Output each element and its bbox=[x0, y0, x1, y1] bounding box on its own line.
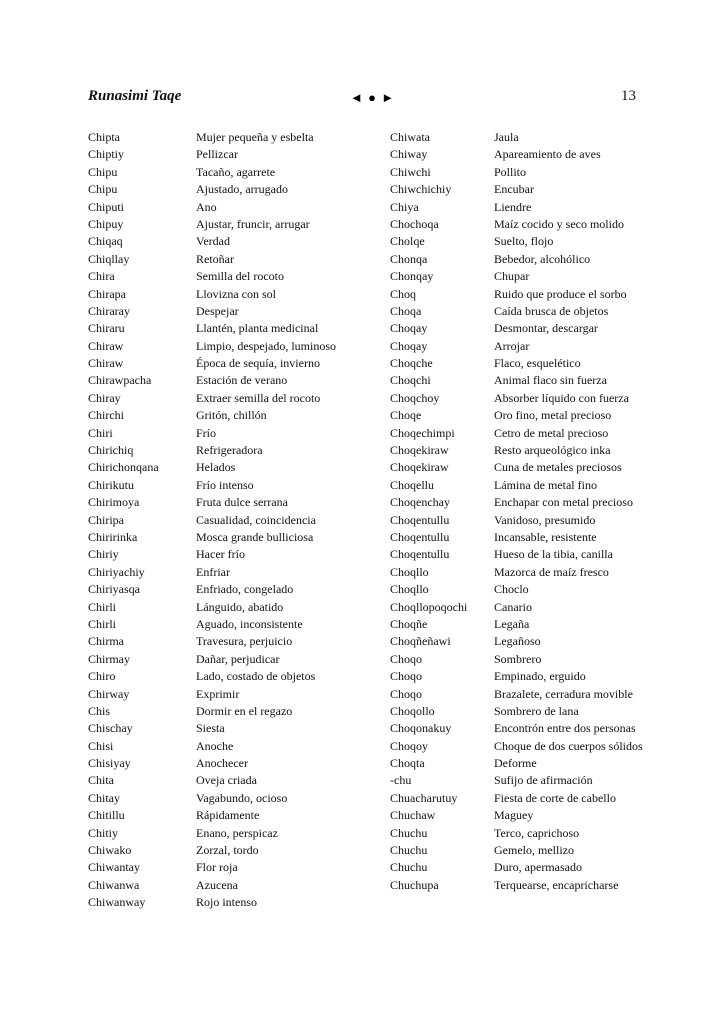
entry-definition: Aguado, inconsistente bbox=[196, 616, 303, 631]
dictionary-entry bbox=[88, 530, 378, 544]
entry-term: Chirma bbox=[88, 634, 124, 649]
entry-term: Chiro bbox=[88, 669, 116, 684]
dictionary-entry bbox=[88, 895, 378, 909]
entry-term: Chiriyachiy bbox=[88, 564, 145, 579]
entry-definition: Mujer pequeña y esbelta bbox=[196, 130, 314, 144]
dictionary-entry bbox=[88, 356, 378, 370]
dictionary-entry bbox=[88, 843, 378, 857]
entry-definition: Frío intenso bbox=[196, 477, 254, 492]
dictionary-entry bbox=[390, 739, 650, 753]
entry-term: Chirawpacha bbox=[88, 373, 152, 388]
entry-definition: Sufijo de afirmación bbox=[494, 773, 593, 788]
next-page-icon[interactable]: ► bbox=[381, 90, 396, 105]
entry-term: Chiripa bbox=[88, 512, 124, 527]
dictionary-entry bbox=[88, 547, 378, 561]
dictionary-entry bbox=[88, 321, 378, 335]
entry-definition: Gemelo, mellizo bbox=[494, 843, 574, 858]
entry-term: Chitiy bbox=[88, 825, 119, 840]
dictionary-entry bbox=[390, 356, 650, 370]
entry-term: Choqche bbox=[390, 356, 433, 371]
dictionary-entry bbox=[88, 426, 378, 440]
dictionary-entry bbox=[88, 773, 378, 787]
entry-term: Chipu bbox=[88, 182, 118, 197]
entry-term: Chirichonqana bbox=[88, 460, 159, 475]
dictionary-entry bbox=[88, 808, 378, 822]
entry-definition: Ano bbox=[196, 199, 217, 214]
dictionary-entry bbox=[390, 443, 650, 457]
entry-term: Choqenchay bbox=[390, 495, 450, 510]
entry-definition: Encontrón entre dos personas bbox=[494, 721, 636, 736]
dictionary-entry bbox=[390, 860, 650, 874]
entry-term: Chipu bbox=[88, 164, 118, 179]
entry-term: -chu bbox=[390, 773, 412, 788]
entry-term: Chiqllay bbox=[88, 251, 130, 266]
entry-term: Chirli bbox=[88, 616, 117, 631]
dictionary-entry bbox=[88, 391, 378, 405]
entry-term: Chirimoya bbox=[88, 495, 140, 510]
entry-term: Chochoqa bbox=[390, 216, 439, 231]
entry-definition: Verdad bbox=[196, 234, 230, 249]
entry-definition: Resto arqueológico inka bbox=[494, 443, 611, 458]
entry-definition: Enchapar con metal precioso bbox=[494, 495, 633, 510]
entry-definition: Hacer frío bbox=[196, 547, 245, 562]
entry-term: Chiririnka bbox=[88, 529, 138, 544]
entry-definition: Helados bbox=[196, 460, 236, 475]
entry-definition: Hueso de la tibia, canilla bbox=[494, 547, 613, 562]
entry-definition: Despejar bbox=[196, 303, 239, 318]
entry-definition: Mosca grande bulliciosa bbox=[196, 529, 314, 544]
dictionary-entry bbox=[390, 495, 650, 509]
entry-definition: Enano, perspicaz bbox=[196, 825, 278, 840]
entry-definition: Anoche bbox=[196, 738, 234, 753]
dictionary-entry bbox=[390, 339, 650, 353]
entry-term: Chiya bbox=[390, 199, 419, 214]
entry-definition: Llantén, planta medicinal bbox=[196, 321, 319, 336]
entry-definition: Enfriado, congelado bbox=[196, 582, 294, 597]
entry-definition: Oveja criada bbox=[196, 773, 257, 788]
entry-term: Choqechimpi bbox=[390, 425, 455, 440]
left-entry-column bbox=[88, 130, 378, 913]
dictionary-entry bbox=[88, 565, 378, 579]
entry-definition: Exprimir bbox=[196, 686, 240, 701]
entry-definition: Enfriar bbox=[196, 564, 230, 579]
entry-definition: Retoñar bbox=[196, 251, 234, 266]
entry-term: Choqe bbox=[390, 408, 422, 423]
dictionary-entry bbox=[390, 165, 650, 179]
entry-term: Chiraw bbox=[88, 356, 124, 371]
entry-definition: Terquearse, encapricharse bbox=[494, 877, 619, 892]
entry-term: Choqo bbox=[390, 651, 423, 666]
dictionary-entry bbox=[390, 373, 650, 387]
dictionary-entry bbox=[88, 721, 378, 735]
entry-definition: Arrojar bbox=[494, 338, 530, 353]
dictionary-entry bbox=[88, 373, 378, 387]
entry-term: Chiwata bbox=[390, 130, 430, 144]
entry-definition: Ajustado, arrugado bbox=[196, 182, 288, 197]
entry-term: Chiwchi bbox=[390, 164, 431, 179]
entry-term: Chitillu bbox=[88, 808, 125, 823]
dictionary-entry bbox=[88, 408, 378, 422]
entry-term: Choqentullu bbox=[390, 529, 450, 544]
dictionary-entry bbox=[390, 530, 650, 544]
dictionary-entry bbox=[88, 687, 378, 701]
entry-definition: Desmontar, descargar bbox=[494, 321, 598, 336]
entry-term: Chuchaw bbox=[390, 808, 436, 823]
dictionary-entry bbox=[390, 652, 650, 666]
entry-term: Chirmay bbox=[88, 651, 130, 666]
entry-definition: Legaña bbox=[494, 616, 530, 631]
entry-term: Chirchi bbox=[88, 408, 124, 423]
entry-term: Cholqe bbox=[390, 234, 425, 249]
entry-definition: Apareamiento de aves bbox=[494, 147, 601, 162]
dictionary-entry bbox=[88, 269, 378, 283]
entry-definition: Cuna de metales preciosos bbox=[494, 460, 622, 475]
entry-definition: Jaula bbox=[494, 130, 519, 144]
entry-definition: Pellizcar bbox=[196, 147, 238, 162]
entry-term: Chisi bbox=[88, 738, 114, 753]
entry-definition: Azucena bbox=[196, 877, 238, 892]
entry-term: Chirli bbox=[88, 599, 117, 614]
dictionary-entry bbox=[390, 687, 650, 701]
entry-definition: Choque de dos cuerpos sólidos bbox=[494, 738, 643, 753]
entry-definition: Ruido que produce el sorbo bbox=[494, 286, 627, 301]
entry-definition: Lámina de metal fino bbox=[494, 477, 597, 492]
entry-definition: Duro, apermasado bbox=[494, 860, 582, 875]
previous-page-icon[interactable]: ◄ bbox=[350, 90, 364, 105]
dictionary-entry bbox=[88, 669, 378, 683]
entry-term: Choqñe bbox=[390, 616, 428, 631]
entry-term: Chonqay bbox=[390, 269, 434, 284]
page-navigation bbox=[350, 90, 395, 106]
dictionary-entry bbox=[390, 600, 650, 614]
entry-term: Chita bbox=[88, 773, 114, 788]
entry-term: Choqay bbox=[390, 321, 428, 336]
dictionary-entry bbox=[88, 130, 378, 144]
entry-definition: Extraer semilla del rocoto bbox=[196, 390, 321, 405]
entry-term: Choqonakuy bbox=[390, 721, 452, 736]
entry-definition: Época de sequía, invierno bbox=[196, 356, 320, 371]
entry-definition: Fruta dulce serrana bbox=[196, 495, 288, 510]
entry-term: Chiwanway bbox=[88, 895, 146, 910]
entry-definition: Estación de verano bbox=[196, 373, 288, 388]
entry-definition: Ajustar, fruncir, arrugar bbox=[196, 216, 310, 231]
entry-definition: Llovizna con sol bbox=[196, 286, 276, 301]
entry-term: Chuchu bbox=[390, 860, 428, 875]
dictionary-entry bbox=[390, 147, 650, 161]
dictionary-entry bbox=[390, 617, 650, 631]
entry-definition: Frío bbox=[196, 425, 217, 440]
entry-term: Chiri bbox=[88, 425, 113, 440]
entry-term: Chira bbox=[88, 269, 115, 284]
entry-definition: Gritón, chillón bbox=[196, 408, 267, 423]
entry-term: Choqchoy bbox=[390, 390, 440, 405]
entry-definition: Lado, costado de objetos bbox=[196, 669, 316, 684]
dictionary-entry bbox=[390, 460, 650, 474]
entry-term: Chirikutu bbox=[88, 477, 135, 492]
dictionary-entry bbox=[88, 513, 378, 527]
dictionary-entry bbox=[88, 600, 378, 614]
entry-definition: Incansable, resistente bbox=[494, 529, 597, 544]
entry-definition: Canario bbox=[494, 599, 532, 614]
dictionary-entry bbox=[390, 582, 650, 596]
entry-term: Choqellu bbox=[390, 477, 434, 492]
entry-definition: Maíz cocido y seco molido bbox=[494, 216, 624, 231]
dictionary-entry bbox=[88, 756, 378, 770]
entry-term: Chirapa bbox=[88, 286, 126, 301]
dictionary-entry bbox=[88, 147, 378, 161]
dictionary-entry bbox=[390, 217, 650, 231]
entry-definition: Travesura, perjuicio bbox=[196, 634, 293, 649]
entry-term: Chuchu bbox=[390, 843, 428, 858]
dictionary-entry bbox=[88, 634, 378, 648]
entry-definition: Liendre bbox=[494, 199, 532, 214]
dictionary-entry bbox=[390, 391, 650, 405]
entry-term: Chiray bbox=[88, 390, 121, 405]
entry-definition: Semilla del rocoto bbox=[196, 269, 284, 284]
entry-definition: Encubar bbox=[494, 182, 534, 197]
dictionary-entry bbox=[88, 182, 378, 196]
entry-definition: Siesta bbox=[196, 721, 225, 736]
dictionary-entry bbox=[390, 130, 650, 144]
entry-term: Chiway bbox=[390, 147, 428, 162]
dictionary-entry bbox=[88, 217, 378, 231]
dictionary-entry bbox=[390, 321, 650, 335]
entry-term: Choqekiraw bbox=[390, 460, 449, 475]
dictionary-entry bbox=[88, 582, 378, 596]
entry-term: Chis bbox=[88, 703, 111, 718]
entry-term: Chipta bbox=[88, 130, 120, 144]
dictionary-entry bbox=[88, 826, 378, 840]
entry-term: Chiwchichiy bbox=[390, 182, 452, 197]
dictionary-entry bbox=[390, 304, 650, 318]
entry-definition: Fiesta de corte de cabello bbox=[494, 790, 616, 805]
right-entry-column bbox=[390, 130, 650, 895]
entry-definition: Dormir en el regazo bbox=[196, 703, 293, 718]
entry-term: Chiraru bbox=[88, 321, 125, 336]
dictionary-entry bbox=[390, 634, 650, 648]
dictionary-entry bbox=[390, 878, 650, 892]
entry-term: Choqchi bbox=[390, 373, 431, 388]
dictionary-entry bbox=[88, 304, 378, 318]
dictionary-entry bbox=[88, 165, 378, 179]
dictionary-entry bbox=[390, 773, 650, 787]
dictionary-entry bbox=[390, 200, 650, 214]
entry-term: Choqollo bbox=[390, 703, 435, 718]
entry-definition: Absorber líquido con fuerza bbox=[494, 390, 629, 405]
home-dot-icon[interactable]: ● bbox=[368, 90, 377, 105]
dictionary-entry bbox=[88, 878, 378, 892]
entry-definition: Empinado, erguido bbox=[494, 669, 586, 684]
entry-term: Chiwanwa bbox=[88, 877, 140, 892]
entry-definition: Brazalete, cerradura movible bbox=[494, 686, 633, 701]
dictionary-entry bbox=[88, 791, 378, 805]
entry-definition: Sombrero bbox=[494, 651, 542, 666]
entry-definition: Rojo intenso bbox=[196, 895, 258, 910]
entry-term: Chonqa bbox=[390, 251, 428, 266]
entry-term: Chitay bbox=[88, 790, 120, 805]
entry-definition: Caída brusca de objetos bbox=[494, 303, 609, 318]
entry-definition: Pollito bbox=[494, 164, 527, 179]
dictionary-entry bbox=[88, 443, 378, 457]
dictionary-entry bbox=[390, 669, 650, 683]
entry-term: Chiriyasqa bbox=[88, 582, 140, 597]
entry-definition: Limpio, despejado, luminoso bbox=[196, 338, 336, 353]
dictionary-entry bbox=[88, 739, 378, 753]
entry-definition: Oro fino, metal precioso bbox=[494, 408, 612, 423]
dictionary-entry bbox=[88, 460, 378, 474]
entry-definition: Flor roja bbox=[196, 860, 238, 875]
dictionary-entry bbox=[390, 756, 650, 770]
entry-definition: Choclo bbox=[494, 582, 529, 597]
entry-definition: Vagabundo, ocioso bbox=[196, 790, 288, 805]
dictionary-entry bbox=[390, 478, 650, 492]
dictionary-entry bbox=[390, 513, 650, 527]
entry-term: Chiputi bbox=[88, 199, 125, 214]
entry-term: Choqentullu bbox=[390, 547, 450, 562]
dictionary-entry bbox=[88, 478, 378, 492]
entry-definition: Anochecer bbox=[196, 756, 248, 771]
entry-term: Chiqaq bbox=[88, 234, 123, 249]
dictionary-entry bbox=[390, 426, 650, 440]
entry-term: Choqekiraw bbox=[390, 443, 449, 458]
entry-term: Chirway bbox=[88, 686, 130, 701]
book-title: Runasimi Taqe bbox=[88, 88, 182, 104]
dictionary-entry bbox=[390, 287, 650, 301]
entry-definition: Animal flaco sin fuerza bbox=[494, 373, 607, 388]
dictionary-entry bbox=[88, 704, 378, 718]
dictionary-entry bbox=[88, 200, 378, 214]
entry-definition: Maguey bbox=[494, 808, 534, 823]
entry-definition: Sombrero de lana bbox=[494, 703, 579, 718]
entry-definition: Terco, caprichoso bbox=[494, 825, 580, 840]
entry-term: Choqo bbox=[390, 669, 423, 684]
entry-term: Choq bbox=[390, 286, 417, 301]
entry-term: Chiwantay bbox=[88, 860, 140, 875]
entry-term: Chipuy bbox=[88, 216, 124, 231]
entry-definition: Refrigeradora bbox=[196, 443, 263, 458]
entry-term: Choqentullu bbox=[390, 512, 450, 527]
entry-term: Choqllo bbox=[390, 564, 429, 579]
entry-term: Chiwako bbox=[88, 843, 132, 858]
entry-definition: Vanidoso, presumido bbox=[494, 512, 596, 527]
entry-definition: Casualidad, coincidencia bbox=[196, 512, 316, 527]
entry-term: Choqllopoqochi bbox=[390, 599, 468, 614]
entry-definition: Deforme bbox=[494, 756, 537, 771]
entry-definition: Suelto, flojo bbox=[494, 234, 554, 249]
entry-term: Chisiyay bbox=[88, 756, 131, 771]
dictionary-entry bbox=[88, 860, 378, 874]
entry-term: Chuacharutuy bbox=[390, 790, 458, 805]
entry-term: Chuchu bbox=[390, 825, 428, 840]
dictionary-entry bbox=[88, 252, 378, 266]
page-header bbox=[88, 88, 638, 110]
entry-definition: Cetro de metal precioso bbox=[494, 425, 609, 440]
entry-definition: Zorzal, tordo bbox=[196, 843, 259, 858]
dictionary-entry bbox=[88, 339, 378, 353]
dictionary-entry bbox=[390, 269, 650, 283]
entry-definition: Bebedor, alcohólico bbox=[494, 251, 591, 266]
entry-definition: Flaco, esquelético bbox=[494, 356, 581, 371]
dictionary-entry bbox=[88, 617, 378, 631]
dictionary-entry bbox=[88, 652, 378, 666]
entry-term: Chirichiq bbox=[88, 443, 134, 458]
entry-term: Chiraw bbox=[88, 338, 124, 353]
dictionary-entry bbox=[390, 252, 650, 266]
dictionary-entry bbox=[390, 704, 650, 718]
dictionary-entry bbox=[88, 287, 378, 301]
dictionary-entry bbox=[390, 565, 650, 579]
entry-definition: Legañoso bbox=[494, 634, 541, 649]
entry-definition: Tacaño, agarrete bbox=[196, 164, 276, 179]
entry-term: Choqa bbox=[390, 303, 422, 318]
entry-term: Choqllo bbox=[390, 582, 429, 597]
dictionary-entry bbox=[390, 182, 650, 196]
entry-term: Chiptiy bbox=[88, 147, 125, 162]
entry-definition: Lánguido, abatido bbox=[196, 599, 284, 614]
entry-term: Chischay bbox=[88, 721, 133, 736]
entry-term: Chiriy bbox=[88, 547, 119, 562]
dictionary-entry bbox=[390, 791, 650, 805]
entry-term: Chiraray bbox=[88, 303, 130, 318]
entry-term: Chuchupa bbox=[390, 877, 439, 892]
entry-term: Choqay bbox=[390, 338, 428, 353]
entry-definition: Mazorca de maíz fresco bbox=[494, 564, 609, 579]
page-number: 13 bbox=[621, 88, 636, 104]
dictionary-entry bbox=[390, 721, 650, 735]
entry-term: Choqo bbox=[390, 686, 423, 701]
dictionary-entry bbox=[390, 408, 650, 422]
entry-definition: Dañar, perjudicar bbox=[196, 651, 280, 666]
dictionary-entry bbox=[390, 547, 650, 561]
entry-definition: Chupar bbox=[494, 269, 530, 284]
dictionary-entry bbox=[390, 234, 650, 248]
dictionary-entry bbox=[390, 843, 650, 857]
dictionary-entry bbox=[390, 826, 650, 840]
dictionary-entry bbox=[88, 495, 378, 509]
entry-term: Choqñeñawi bbox=[390, 634, 451, 649]
dictionary-entry bbox=[390, 808, 650, 822]
entry-definition: Rápidamente bbox=[196, 808, 260, 823]
entry-term: Choqta bbox=[390, 756, 425, 771]
entry-term: Choqoy bbox=[390, 738, 429, 753]
dictionary-entry bbox=[88, 234, 378, 248]
